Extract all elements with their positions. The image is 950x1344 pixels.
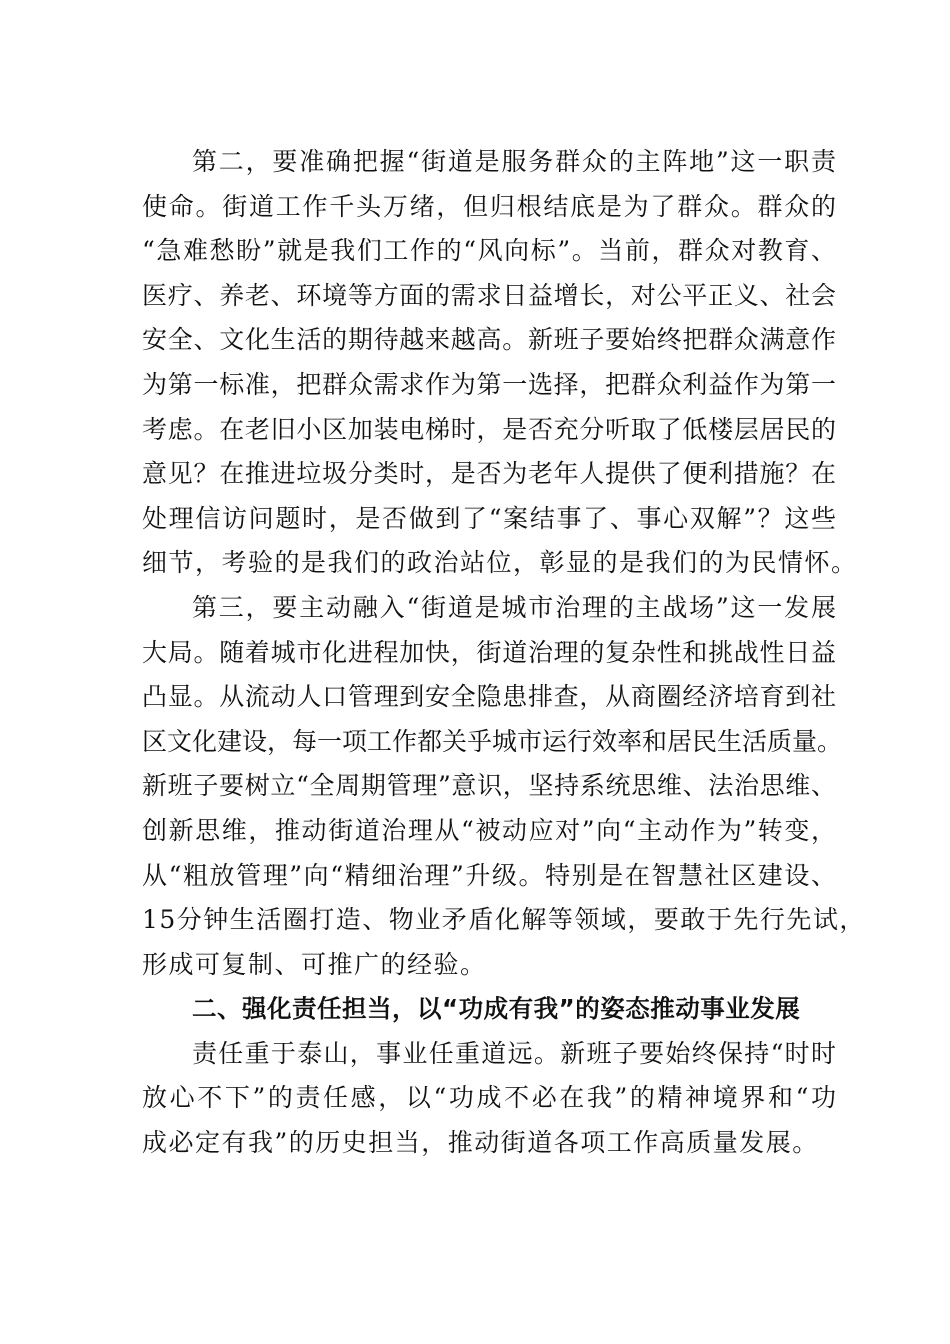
- paragraph-responsibility: [142, 1032, 836, 1166]
- paragraph-line: 成必定有我”的历史担当，推动街道各项工作高质量发展。: [142, 1128, 819, 1158]
- paragraph-second-point: [142, 140, 858, 586]
- section-heading: 二、强化责任担当，以“功成有我”的姿态推动事业发展: [192, 994, 801, 1024]
- paragraph-line: 安全、文化生活的期待越来越高。新班子要始终把群众满意作: [142, 325, 836, 355]
- paragraph-line: 第三，要主动融入“街道是城市治理的主战场”这一发展: [192, 592, 836, 622]
- paragraph-line: 为第一标准，把群众需求作为第一选择，把群众利益作为第一: [142, 369, 836, 399]
- paragraph-line: 从“粗放管理”向“精细治理”升级。特别是在智慧社区建设、: [142, 860, 836, 890]
- document-body: [142, 140, 866, 1166]
- paragraph-line: 考虑。在老旧小区加装电梯时，是否充分听取了低楼层居民的: [142, 414, 836, 444]
- paragraph-line: 15分钟生活圈打造、物业矛盾化解等领域，要敢于先行先试，: [142, 905, 866, 935]
- paragraph-line: 责任重于泰山，事业任重道远。新班子要始终保持“时时: [192, 1038, 836, 1068]
- paragraph-line: 细节，考验的是我们的政治站位，彰显的是我们的为民情怀。: [142, 548, 858, 578]
- paragraph-line: 形成可复制、可推广的经验。: [142, 949, 487, 979]
- paragraph-line: 第二，要准确把握“街道是服务群众的主阵地”这一职责: [192, 147, 836, 176]
- paragraph-line: 新班子要树立“全周期管理”意识，坚持系统思维、法治思维、: [142, 771, 836, 801]
- paragraph-line: 凸显。从流动人口管理到安全隐患排查，从商圈经济培育到社: [142, 682, 836, 712]
- paragraph-line: 使命。街道工作千头万绪，但归根结底是为了群众。群众的: [142, 191, 836, 221]
- paragraph-line: 放心不下”的责任感，以“功成不必在我”的精神境界和“功: [142, 1083, 836, 1113]
- section-heading-2: [142, 987, 836, 1032]
- paragraph-line: “急难愁盼”就是我们工作的“风向标”。当前，群众对教育、: [142, 236, 836, 266]
- paragraph-line: 意见？在推进垃圾分类时，是否为老年人提供了便利措施？在: [142, 459, 836, 489]
- paragraph-third-point: [142, 586, 866, 987]
- paragraph-line: 处理信访问题时，是否做到了“案结事了、事心双解”？这些: [142, 503, 836, 533]
- paragraph-line: 大局。随着城市化进程加快，街道治理的复杂性和挑战性日益: [142, 637, 836, 667]
- paragraph-line: 区文化建设，每一项工作都关乎城市运行效率和居民生活质量。: [142, 726, 843, 756]
- paragraph-line: 医疗、养老、环境等方面的需求日益增长，对公平正义、社会: [142, 280, 836, 310]
- paragraph-line: 创新思维，推动街道治理从“被动应对”向“主动作为”转变，: [142, 815, 836, 845]
